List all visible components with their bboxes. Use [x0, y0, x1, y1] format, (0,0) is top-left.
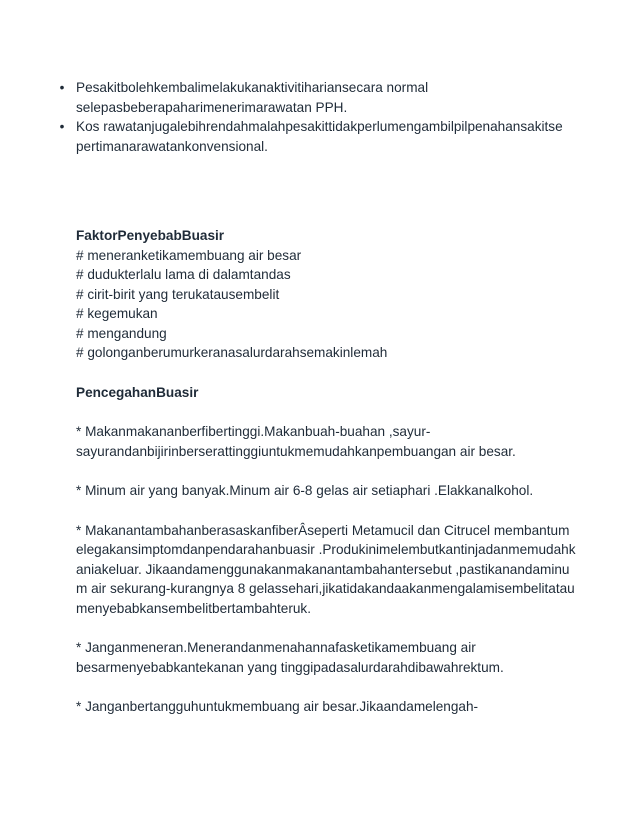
- spacer: [76, 402, 576, 422]
- pencegahan-paragraph: * Janganbertangguhuntukmembuang air besar.Jikaandamelengah-: [76, 699, 479, 714]
- pencegahan-paragraph: * Minum air yang banyak.Minum air 6-8 gelas air setiaphari .Elakkanalkohol.: [76, 483, 534, 498]
- faktor-item: # kegemukan: [76, 306, 158, 321]
- faktor-item: # meneranketikamembuang air besar: [76, 247, 302, 263]
- pencegahan-paragraph: * MakanantambahanberasaskanfiberÂseperti Metamucil dan Citrucel membantumelegakansimptomdanpendarahanbuasir .Produkinimelembutkantinjadanmemudahkaniakeluar. Jikaandamenggunakanmakanantambahantersebut ,pastikanandaminum air sekurang-kurangnya 8 gelassehari,jikatidakandaakanmengalamisembelitataumenyebabkansembelitbertambahteruk.: [76, 522, 576, 616]
- faktor-heading: FaktorPenyebabBuasir: [76, 228, 225, 243]
- spacer: [76, 618, 576, 638]
- bullet-list: [56, 78, 576, 156]
- spacer: [76, 501, 576, 521]
- bullet-item: [56, 78, 576, 117]
- pencegahan-heading: PencegahanBuasir: [76, 384, 199, 400]
- faktor-item: # dudukterlalu lama di dalamtandas: [76, 267, 291, 282]
- spacer: [76, 363, 576, 383]
- bullet-text: Kos rawatanjugalebihrendahmalahpesakittidakperlumengambilpilpenahansakitsepertimanarawatankonvensional.: [76, 119, 563, 154]
- bullet-dot-icon: •: [59, 80, 65, 95]
- spacer: [76, 677, 576, 697]
- pencegahan-paragraph: * Janganmeneran.Menerandanmenahannafasketikamembuang air besarmenyebabkantekanan yang tinggipadasalurdarahdibawahrektum.: [76, 640, 504, 675]
- bullet-dot-icon: •: [59, 119, 65, 134]
- spacer: [76, 461, 576, 481]
- bullet-text: Pesakitbolehkembalimelakukanaktivitihariansecara normal selepasbeberapaharimenerimarawatan PPH.: [76, 80, 429, 115]
- pencegahan-paragraph: * Makanmakananberfibertinggi.Makanbuah-buahan ,sayur-sayurandanbijirinberserattinggiuntukmemudahkanpembuangan air besar.: [76, 424, 516, 459]
- faktor-item: # cirit-birit yang terukatausembelit: [76, 286, 280, 302]
- faktor-item: # golonganberumurkeranasalurdarahsemakinlemah: [76, 345, 388, 360]
- faktor-item: # mengandung: [76, 325, 167, 341]
- main-content: [76, 226, 576, 717]
- bullet-item: [56, 117, 576, 156]
